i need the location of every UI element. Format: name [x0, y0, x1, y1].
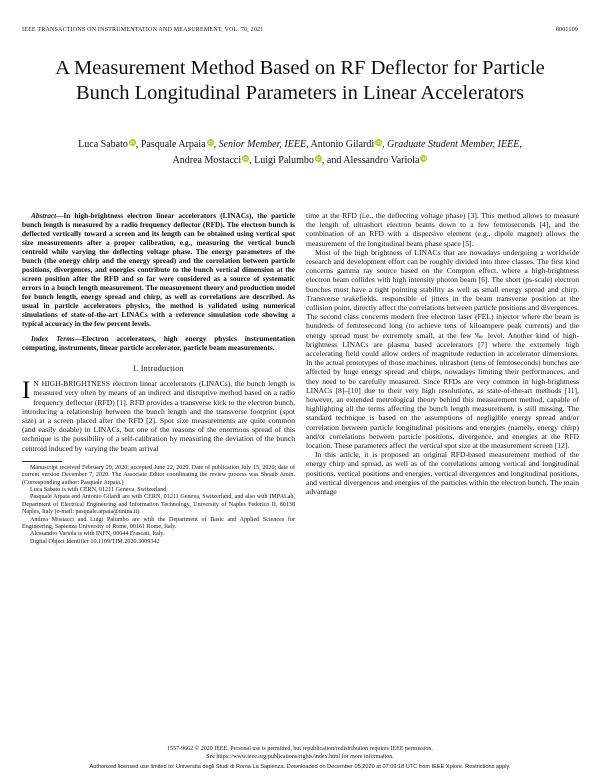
- body-paragraph: In this article, it is proposed an original RFD-based measurement method of the energy chirp and spread, as well as of the correlations among vertical and longitudinal positions, vertical positions and energies, vertical divergences and longitudinal positions, and vertical divergences and energies of the particles within the electron bunch. The main advantage: [306, 450, 579, 497]
- author-name: Alessandro Variola: [343, 155, 420, 166]
- author-name: Andrea Mostacci: [172, 155, 242, 166]
- intro-paragraph: [22, 379, 295, 453]
- section-heading: I. Introduction: [133, 364, 184, 373]
- author-separator: ,: [306, 139, 311, 150]
- body-paragraph: Most of the high brightness of LINACs that are nowadays undergoing a worldwide research and development effort can be roughly divided into three classes. The first kind concerns gamma ray source based on the Compton effect, where a high-brightness electron beam collides with high intensity photon beam [6]. The short (ps-scale) electron bunches must have a tight pointing stability as well as small energy spread and chirp. Transverse wakefields, responsible of jitters in the beam transverse position at the collision point, directly affect the correlations between particle positions and divergences. The second class concerns modern free electron laser (FEL) injector where the beam is hundreds of femtosecond long (to achieve tens of kiloampere peak currents) and the energy spread must be extremely small, at the few ‰ level. Another kind of high-brightness LINACs are plasma based accelerators [7] where the extremely high accelerating field could allow orders of magnitude reduction in accelerator dimensions. In the actual prototypes of those machines, ultrashort (tens of femtoseconds) bunches are affected by huge energy spread and chirps, nowadays limiting their performances, and they need to be carefully measured. Since RFDs are very common in high-brightness LINACs [8]–[10] due to their very high resolutions, as state-of-the-art methods [11], however, an extended metrological theory behind this measurement method, capable of highlighting all the terms affecting the bunch length measurement, is still missing. The standard technique is based on the assumptions of negligible energy spread and/or correlation between particle longitudinal positions and energies (namely, energy chirp) and/or correlations between particle positions, divergence, and energies at the RFD location. These parameters affect the vertical spot size at the measurement screen [12].: [306, 247, 579, 451]
- index-terms-label: Index Terms: [31, 334, 75, 343]
- left-column: [22, 211, 295, 546]
- author-name: Luigi Palumbo: [254, 155, 314, 166]
- orcid-icon[interactable]: iD: [316, 156, 321, 161]
- index-terms-text: —Electron accelerators, high energy physics instrumentation computing, instruments, linear particle accelerator, particle beam measurements.: [22, 334, 296, 352]
- author-list: [40, 137, 560, 169]
- author-separator: , and: [321, 155, 344, 166]
- orcid-icon[interactable]: iD: [243, 156, 248, 161]
- copyright-notice: [22, 745, 578, 761]
- author-name: Antonio Gilardi: [310, 139, 375, 150]
- body-paragraph: time at the RFD (i.e., the deflecting voltage phase) [3]. This method allows to measure the length of ultrashort electron beams down to a few femtoseconds [4], and the combination of an RFD with a dispersive element (e.g., dipole magnet) allows the measurement of the longitudinal beam phase space [5].: [306, 211, 579, 248]
- author-separator: ,: [382, 139, 388, 150]
- rights-link-line[interactable]: See https://www.ieee.org/publications/rights/index.html for more information.: [206, 754, 394, 760]
- running-header: [22, 27, 578, 37]
- orcid-icon[interactable]: iD: [421, 156, 427, 161]
- author-separator: ,: [519, 139, 522, 150]
- copyright-line: 1557-9662 © 2020 IEEE. Personal use is permitted, but republication/redistribution requires IEEE permission.: [167, 746, 433, 752]
- footnote-rule: [22, 461, 62, 462]
- paper-title: A Measurement Method Based on RF Deflector for Particle Bunch Longitudinal Parameters in Linear Accelerators: [55, 57, 545, 104]
- right-column: [306, 211, 579, 496]
- abstract-text: —In high-brightness electron linear accelerators (LINACs), the particle bunch length is measured by a radio frequency deflector (RFD). The electron bunch is deflected vertically toward a screen and its length can be obtained using vertical spot size measurements after a proper calibration, e.g., measuring the vertical bunch centroid while varying the deflecting voltage phase. The energy parameters of the bunch (the energy chirp and the energy spread) and the correlation between particle positions, divergences, and energies contribute to the bunch vertical dimension at the screen position after the RFD and so far were considered as a source of systematic errors in a bunch length measurement. The measurement theory and production model for bunch length, energy spread and chirp, as well as correlations are described. As usual in particle accelerators physics, the method is validated using numerical simulations of state-of-the-art LINACs with a reference simulation code showing a typical accuracy in the few percent levels.: [22, 211, 295, 328]
- footnotes: [22, 465, 295, 546]
- author-role: Graduate Student Member, IEEE: [387, 139, 520, 150]
- orcid-icon[interactable]: iD: [376, 140, 381, 145]
- abstract-label: Abstract: [31, 211, 57, 220]
- license-footer: Authorized licensed use limited to: Universita degli Studi di Roma La Sapienza. Downloaded on December 05,2020 at 07:09:18 UTC from IEEE Xplore. Restrictions apply.: [89, 764, 511, 770]
- doi-footnote: Digital Object Identifier 10.1109/TIM.2020.3009342: [30, 538, 160, 545]
- drop-cap: I: [22, 377, 31, 405]
- intro-text: N HIGH-BRIGHTNESS electron linear accelerators (LINACs), the bunch length is measured very often by means of an indirect and disruptive method based on a radio frequency deflector (RFD) [1]. RFD provides a transverse kick to the electron bunch, introducing a relationship between the bunch length and the transverse footprint (spot size) at a screen placed after the RFD [2]. Spot size measurements are quite common (and easily doable) in LINACs, but one of the reasons of the enormous spread of this technique is the possibility of a self-calibration by measuring the deviation of the bunch centroid induced by varying the beam arrival: [22, 379, 295, 453]
- author-name: Pasquale Arpaia: [140, 139, 206, 150]
- footnote: Manuscript received February 29, 2020; accepted June 22, 2020. Date of publication July 15, 2020; date of current version December 7, 2020. The Associate Editor coordinating the review process was Shoaib Amin. (Corresponding author: Pasquale Arpaia.): [22, 464, 295, 486]
- author-separator: ,: [249, 155, 255, 166]
- orcid-icon[interactable]: iD: [130, 140, 135, 145]
- journal-name: IEEE TRANSACTIONS ON INSTRUMENTATION AND MEASUREMENT, VOL. 70, 2021: [22, 27, 264, 33]
- abstract: [22, 211, 295, 328]
- author-name: Luca Sabato: [78, 139, 128, 150]
- orcid-icon[interactable]: iD: [207, 140, 213, 145]
- author-separator: ,: [213, 139, 219, 150]
- footnote: Luca Sabato is with CERN, 01211 Geneva, Switzerland.: [30, 487, 168, 494]
- article-number: 8001109: [555, 27, 578, 33]
- footnote: Andrea Mostacci and Luigi Palumbo are with the Department of Basic and Applied Sciences for Engineering, Sapienza University of Rome, 00161 Rome, Italy.: [22, 516, 295, 531]
- author-separator: ,: [135, 139, 141, 150]
- index-terms: [22, 334, 295, 352]
- footnote: Pasquale Arpaia and Antonio Gilardi are with CERN, 01211 Geneva, Switzerland, and also with IMPALab, Department of Electrical Engineering and Information Technology, University of Naples Federico II, 80138 Naples, Italy (e-mail: pasquale.arpaia@unina.it).: [22, 494, 295, 516]
- author-role: Senior Member, IEEE: [218, 139, 307, 150]
- footnote: Alessandro Variola is with INFN, 00044 Frascati, Italy.: [30, 531, 165, 538]
